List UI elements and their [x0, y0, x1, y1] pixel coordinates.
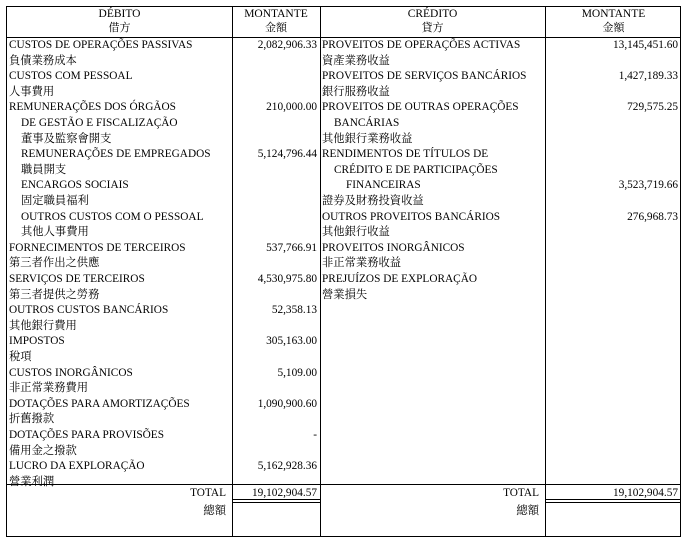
row-label: PREJUÍZOS DE EXPLORAÇÃO — [322, 273, 478, 285]
amount-header-label-zh: 金額 — [265, 22, 287, 34]
row-label: 營業利潤 — [9, 475, 55, 488]
row-label: 其他銀行業務收益 — [322, 132, 413, 145]
amount-header-label: MONTANTE — [581, 8, 646, 20]
amount-header-label-zh: 金額 — [602, 22, 625, 34]
row-amount: 537,766.91 — [266, 241, 317, 254]
row-label: REMUNERAÇÕES DE EMPREGADOS — [21, 148, 211, 161]
row-amount: 3,523,719.66 — [618, 179, 678, 192]
debit-header-label: DÉBITO — [98, 8, 141, 20]
row-label: 資產業務收益 — [322, 54, 390, 67]
row-label: 非正常業務費用 — [9, 382, 89, 395]
row-label: PROVEITOS INORGÂNICOS — [322, 241, 465, 254]
row-amount: 305,163.00 — [266, 335, 317, 348]
row-amount: 4,530,975.80 — [257, 273, 317, 285]
row-label: 職員開支 — [21, 163, 67, 176]
amount-header-label: MONTANTE — [244, 8, 308, 20]
credit-header — [320, 7, 545, 35]
credit-amount-header — [545, 7, 682, 35]
credit-total-label: TOTAL — [503, 487, 539, 499]
row-amount: 276,968.73 — [627, 210, 678, 223]
row-label: 稅項 — [9, 351, 32, 363]
profit-loss-statement-table — [6, 6, 681, 537]
row-amount: 13,145,451.60 — [613, 39, 678, 51]
row-label: 第三者作出之供應 — [9, 257, 100, 270]
row-label: ENCARGOS SOCIAIS — [21, 179, 129, 192]
row-label: 第三者提供之勞務 — [9, 288, 100, 301]
row-amount: 210,000.00 — [266, 101, 317, 114]
row-label: 非正常業務收益 — [322, 257, 402, 270]
row-label: CRÉDITO E DE PARTICIPAÇÕES — [334, 163, 498, 176]
debit-header — [7, 7, 232, 35]
row-label: 人事費用 — [9, 85, 55, 98]
row-amount: 5,109.00 — [277, 366, 317, 379]
row-label: FORNECIMENTOS DE TERCEIROS — [9, 241, 186, 254]
row-amount: 1,090,900.60 — [257, 397, 317, 410]
row-label: FINANCEIRAS — [346, 179, 421, 192]
row-label: 證券及財務投資收益 — [322, 195, 424, 207]
row-label: OUTROS PROVEITOS BANCÁRIOS — [322, 210, 501, 223]
row-label: LUCRO DA EXPLORAÇÃO — [9, 460, 145, 473]
row-label: IMPOSTOS — [9, 335, 65, 348]
row-label: BANCÁRIAS — [334, 117, 400, 129]
credit-total-label-zh: 總額 — [516, 505, 539, 517]
row-label: PROVEITOS DE OPERAÇÕES ACTIVAS — [322, 39, 521, 51]
row-label: 固定職員福利 — [21, 195, 89, 207]
row-label: 其他人事費用 — [21, 226, 89, 239]
row-label: CUSTOS INORGÂNICOS — [9, 366, 133, 379]
row-label: REMUNERAÇÕES DOS ÓRGÃOS — [9, 101, 176, 114]
debit-amount-header — [232, 7, 320, 35]
row-label: DOTAÇÕES PARA AMORTIZAÇÕES — [9, 397, 190, 410]
debit-total-label-zh: 總額 — [203, 505, 226, 517]
row-amount: 2,082,906.33 — [257, 39, 317, 51]
row-amount: 52,358.13 — [271, 304, 317, 317]
row-label: DE GESTÃO E FISCALIZAÇÃO — [21, 117, 178, 129]
debit-total-label: TOTAL — [190, 487, 226, 499]
row-label: DOTAÇÕES PARA PROVISÕES — [9, 429, 164, 441]
row-label: 負債業務成本 — [9, 54, 77, 67]
row-label: PROVEITOS DE SERVIÇOS BANCÁRIOS — [322, 70, 527, 83]
credit-total-amount: 19,102,904.57 — [613, 487, 678, 499]
row-label: 其他銀行收益 — [322, 226, 390, 239]
row-label: OUTROS CUSTOS COM O PESSOAL — [21, 210, 204, 223]
row-label: 折舊撥款 — [9, 413, 55, 426]
row-label: RENDIMENTOS DE TÍTULOS DE — [322, 148, 489, 161]
row-label: 其他銀行費用 — [9, 319, 77, 332]
column-divider — [545, 7, 546, 536]
row-amount: 5,162,928.36 — [257, 460, 317, 473]
row-label: PROVEITOS DE OUTRAS OPERAÇÕES — [322, 101, 519, 114]
row-label: CUSTOS COM PESSOAL — [9, 70, 133, 83]
debit-total-double-underline — [232, 502, 320, 503]
row-amount: - — [313, 429, 317, 441]
row-label: SERVIÇOS DE TERCEIROS — [9, 273, 145, 285]
row-amount: 1,427,189.33 — [618, 70, 678, 83]
row-amount: 729,575.25 — [627, 101, 678, 114]
debit-total-amount: 19,102,904.57 — [252, 487, 317, 499]
row-label: 營業損失 — [322, 288, 368, 301]
column-divider — [320, 7, 321, 536]
row-label: 董事及監察會開支 — [21, 132, 112, 145]
row-label: OUTROS CUSTOS BANCÁRIOS — [9, 304, 169, 317]
credit-header-label-zh: 貸方 — [421, 22, 444, 34]
row-label: CUSTOS DE OPERAÇÕES PASSIVAS — [9, 39, 193, 51]
debit-header-label-zh: 借方 — [108, 22, 131, 34]
row-amount: 5,124,796.44 — [257, 148, 317, 161]
credit-header-label: CRÉDITO — [407, 8, 458, 20]
row-label: 銀行服務收益 — [322, 85, 390, 98]
credit-total-double-underline — [545, 502, 681, 503]
totals-top-divider — [7, 484, 680, 485]
row-label: 備用金之撥款 — [9, 444, 77, 457]
